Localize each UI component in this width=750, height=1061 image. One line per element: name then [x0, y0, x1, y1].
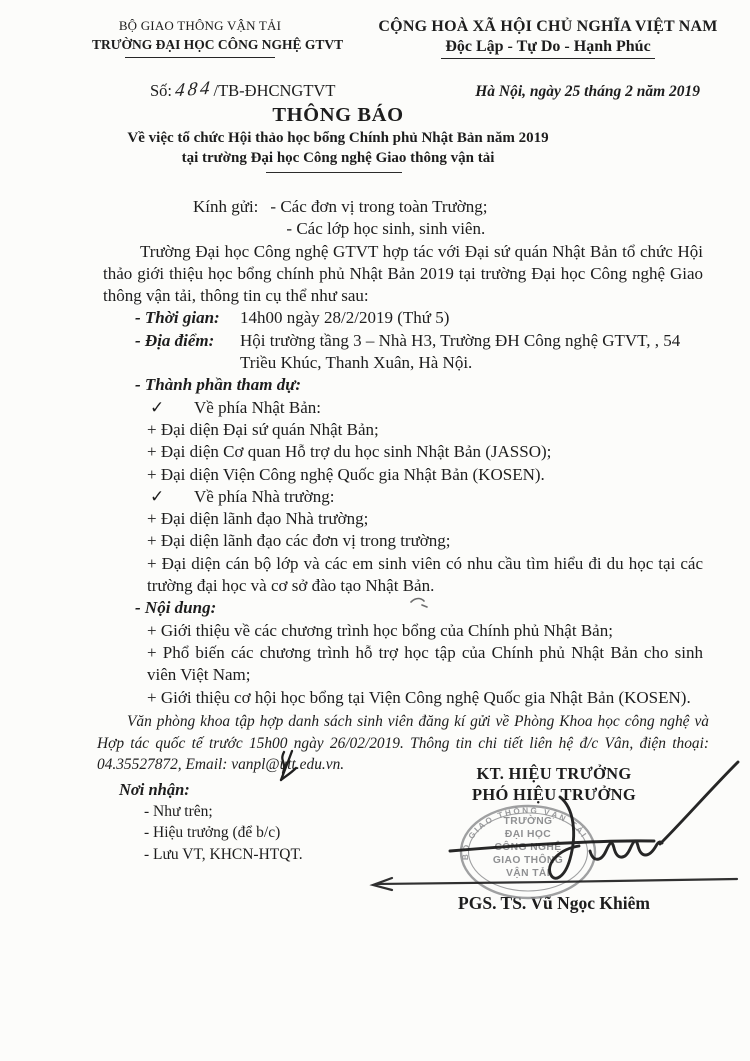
signer-title-1: KT. HIỆU TRƯỞNG — [476, 764, 632, 783]
venue-row — [135, 330, 703, 375]
venue-value: Hội trường tầng 3 – Nhà H3, Trường ĐH Công nghệ GTVT, , 54 Triều Khúc, Thanh Xuân, Hà Nội. — [240, 330, 681, 373]
time-row — [135, 307, 703, 329]
document-number-handwritten: 484 — [174, 77, 214, 102]
content-item: + Phổ biến các chương trình hỗ trợ học tập của Chính phủ Nhật Bản cho sinh viên Việt Nam; — [147, 642, 703, 685]
content-item: + Giới thiệu cơ hội học bổng tại Viện Công nghệ Quốc gia Nhật Bản (KOSEN). — [147, 687, 691, 707]
document-title: THÔNG BÁO — [272, 104, 404, 126]
pen-rule-line — [373, 878, 737, 890]
svg-text:CÔNG NGHỆ: CÔNG NGHỆ — [494, 842, 562, 853]
japan-side-item: + Đại diện Viện Công nghệ Quốc gia Nhật Bản (KOSEN). — [147, 464, 545, 484]
participants-label: - Thành phần tham dự: — [135, 375, 302, 395]
recipients-block — [119, 779, 303, 865]
japan-side-item: + Đại diện Đại sứ quán Nhật Bản; — [147, 419, 379, 439]
svg-text:TRƯỜNG: TRƯỜNG — [503, 816, 553, 827]
title-underline — [266, 172, 402, 173]
stamp-ring-text: BỘ GIAO THÔNG VẬN TẢI — [460, 806, 590, 861]
registration-note: Văn phòng khoa tập hợp danh sách sinh viên đăng kí gửi về Phòng Khoa học công nghệ và Hợp tác quốc tế trước 15h00 ngày 26/02/2019. Thông tin chi tiết liên hệ đ/c Vân, điện thoại: 04.35527872, Email: vanpl@utt.edu.vn. — [97, 712, 709, 774]
national-motto: Độc Lập - Tự Do - Hạnh Phúc — [441, 38, 654, 59]
checkmark-icon: ✓ — [150, 397, 165, 417]
national-title: CỘNG HOÀ XÃ HỘI CHỦ NGHĨA VIỆT NAM — [378, 18, 718, 35]
recipient-item: - Hiệu trưởng (để b/c) — [144, 824, 281, 841]
school-side-item: + Đại diện lãnh đạo các đơn vị trong trường; — [147, 531, 451, 551]
school-side-item: + Đại diện cán bộ lớp và các em sinh viên có nhu cầu tìm hiểu đi du học tại các trường đại học và cơ sở đào tạo Nhật Bản. — [147, 553, 703, 596]
recipients-label: Nơi nhận: — [119, 780, 190, 799]
svg-text:GIAO THÔNG: GIAO THÔNG — [492, 855, 564, 866]
recipients-list — [144, 801, 303, 866]
title-block — [103, 104, 573, 173]
salutation-recipient: - Các đơn vị trong toàn Trường; — [270, 197, 488, 216]
ministry-name: BỘ GIAO THÔNG VẬN TẢI — [118, 18, 282, 33]
school-side-heading-row — [150, 486, 703, 508]
issuing-org-block — [92, 18, 344, 58]
svg-text:VẬN TẢI: VẬN TẢI — [506, 868, 550, 879]
checkmark-icon: ✓ — [150, 486, 165, 506]
japan-side-item: + Đại diện Cơ quan Hỗ trợ du học sinh Nhật Bản (JASSO); — [147, 442, 552, 462]
document-body — [97, 196, 709, 776]
document-number — [150, 77, 336, 102]
stamp-and-signature — [340, 750, 750, 928]
document-number-suffix: /TB-ĐHCNGTVT — [213, 81, 336, 100]
signer-title-2: PHÓ HIỆU TRƯỞNG — [471, 785, 636, 804]
recipient-item: - Như trên; — [144, 802, 213, 820]
content-item: + Giới thiệu về các chương trình học bổng của Chính phủ Nhật Bản; — [147, 620, 613, 640]
time-value: 14h00 ngày 28/2/2019 (Thứ 5) — [240, 308, 450, 328]
org-underline — [125, 57, 275, 58]
venue-label: - Địa điểm: — [135, 330, 215, 350]
recipient-item: - Lưu VT, KHCN-HTQT. — [144, 845, 303, 863]
document-subtitle-line1: Về việc tổ chức Hội thảo học bổng Chính phủ Nhật Bản năm 2019 — [127, 130, 549, 146]
salutation — [193, 196, 703, 241]
place-and-date: Hà Nội, ngày 25 tháng 2 năm 2019 — [475, 83, 700, 100]
university-name: TRƯỜNG ĐẠI HỌC CÔNG NGHỆ GTVT — [92, 37, 344, 52]
document-number-label: Số: — [150, 81, 173, 100]
school-side-item: + Đại diện lãnh đạo Nhà trường; — [147, 509, 369, 529]
faint-pen-mark — [408, 594, 434, 610]
national-header-block — [378, 18, 718, 59]
japan-side-heading: Về phía Nhật Bản: — [194, 397, 321, 417]
japan-side-heading-row — [150, 397, 703, 419]
time-label: - Thời gian: — [135, 308, 220, 328]
salutation-recipient: - Các lớp học sinh, sinh viên. — [286, 219, 486, 239]
handwritten-mark — [272, 748, 306, 786]
document-subtitle-line2: tại trường Đại học Công nghệ Giao thông vận tải — [181, 150, 495, 166]
salutation-label: Kính gửi: — [193, 197, 259, 216]
salutation-recipients — [270, 196, 487, 241]
signer-name: PGS. TS. Vũ Ngọc Khiêm — [458, 893, 650, 913]
content-label: - Nội dung: — [135, 598, 217, 618]
intro-paragraph: Trường Đại học Công nghệ GTVT hợp tác với Đại sứ quán Nhật Bản tổ chức Hội thảo giới thiệu học bổng chính phủ Nhật Bản 2019 tại trường Đại học Công nghệ Giao thông vận tải, thông tin cụ thể như sau: — [103, 241, 703, 306]
svg-text:ĐẠI HỌC: ĐẠI HỌC — [504, 829, 552, 840]
school-side-heading: Về phía Nhà trường: — [194, 486, 335, 506]
